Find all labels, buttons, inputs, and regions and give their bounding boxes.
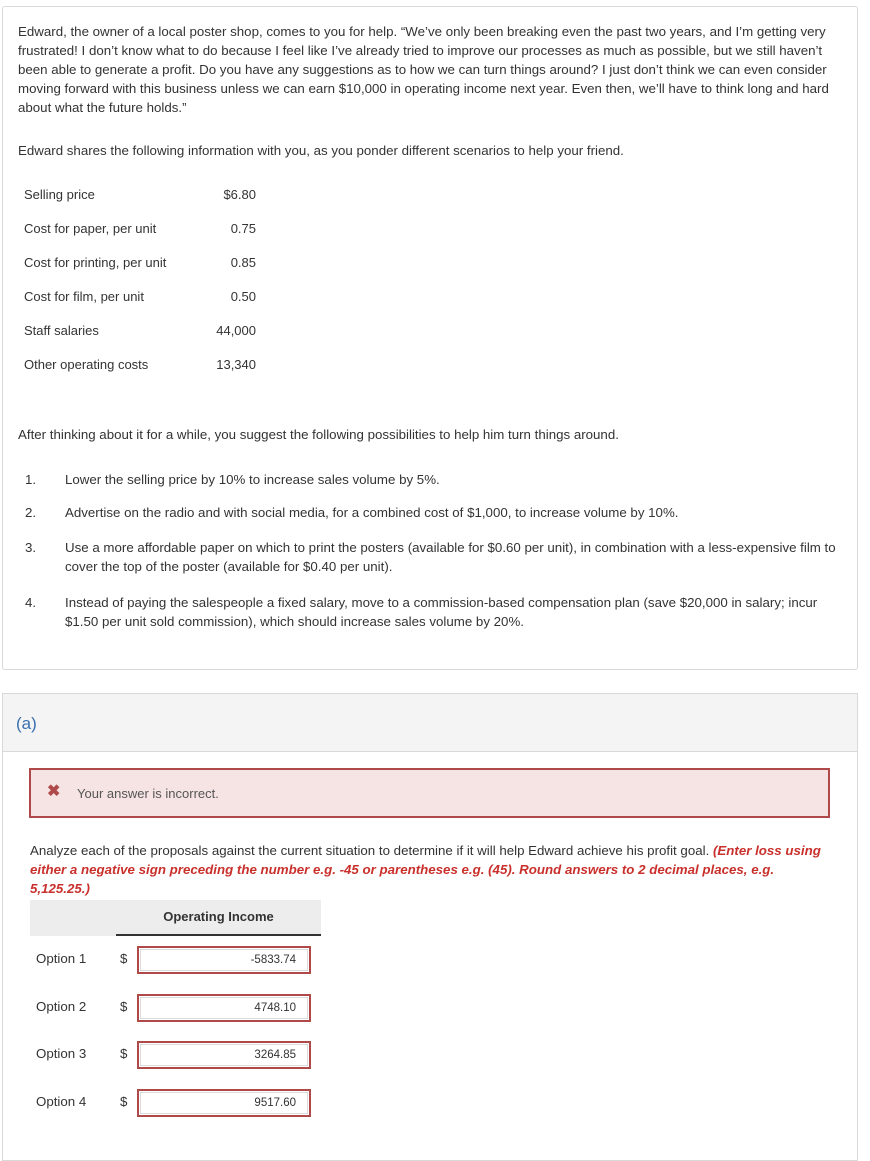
problem-panel xyxy=(2,6,858,670)
cost-label: Cost for film, per unit xyxy=(24,289,144,304)
suggestion-text: Lower the selling price by 10% to increase sales volume by 5%. xyxy=(65,472,440,487)
cost-label: Staff salaries xyxy=(24,323,99,338)
cost-value: 0.75 xyxy=(230,221,256,236)
suggestion-number: 2. xyxy=(25,505,37,520)
shares-paragraph: Edward shares the following information with you, as you ponder different scenarios to help your friend. xyxy=(18,143,624,158)
after-paragraph: After thinking about it for a while, you suggest the following possibilities to help him turn things around. xyxy=(18,427,619,442)
cost-row xyxy=(24,357,264,391)
option-row xyxy=(36,994,336,1022)
cost-value: $6.80 xyxy=(223,187,256,202)
option-label: Option 3 xyxy=(36,1046,87,1061)
option-label: Option 1 xyxy=(36,951,87,966)
suggestion-text: Instead of paying the salespeople a fixed salary, move to a commission-based compensation plan (save $20,000 in salary; incur $1.50 per unit sold commission), which should increase sales volume by 20%. xyxy=(65,595,818,629)
answer-table-header xyxy=(30,900,321,936)
option-row xyxy=(36,1089,336,1117)
cost-value: 13,340 xyxy=(216,357,256,372)
suggestion-text: Advertise on the radio and with social media, for a combined cost of $1,000, to increase volume by 10%. xyxy=(65,505,679,520)
instructions xyxy=(30,841,830,898)
currency-symbol: $ xyxy=(120,1094,128,1109)
cost-label: Other operating costs xyxy=(24,357,149,372)
currency-symbol: $ xyxy=(120,1046,128,1061)
cost-value: 0.50 xyxy=(230,289,256,304)
cost-row xyxy=(24,255,264,289)
option-1-input[interactable] xyxy=(137,946,311,974)
currency-symbol: $ xyxy=(120,999,128,1014)
cost-label: Cost for paper, per unit xyxy=(24,221,157,236)
cost-value: 0.85 xyxy=(230,255,256,270)
cost-row xyxy=(24,323,264,357)
option-label: Option 4 xyxy=(36,1094,87,1109)
column-header: Operating Income xyxy=(116,900,321,936)
header-spacer xyxy=(30,900,116,936)
suggestion-number: 3. xyxy=(25,540,37,555)
part-header xyxy=(2,693,858,751)
close-x-icon: ✖ xyxy=(47,783,61,800)
suggestion-text: Use a more affordable paper on which to print the posters (available for $0.60 per unit), in combination with a less-expensive film to cover the top of the poster (available for $0.40 per unit). xyxy=(65,540,836,574)
option-4-input[interactable] xyxy=(137,1089,311,1117)
error-message: Your answer is incorrect. xyxy=(77,786,219,801)
cost-table xyxy=(24,187,264,391)
cost-row xyxy=(24,187,264,221)
cost-label: Selling price xyxy=(24,187,95,202)
suggestion-number: 1. xyxy=(25,472,37,487)
part-label: (a) xyxy=(16,714,37,733)
option-label: Option 2 xyxy=(36,999,87,1014)
instructions-text: Analyze each of the proposals against the current situation to determine if it will help Edward achieve his profit goal. xyxy=(30,843,710,858)
intro-paragraph: Edward, the owner of a local poster shop, comes to you for help. “We’ve only been breaking even the past two years, and I’m getting very frustrated! I don’t know what to do because I feel like I’ve already tried to improve our processes as much as possible, but we still haven’t been able to generate a profit. Do you have any suggestions as to how we can turn things around? I just don’t think we can even consider moving forward with this business unless we can earn $10,000 in operating income next year. Even then, we’ll have to think long and hard about what the future holds.” xyxy=(18,24,829,115)
cost-label: Cost for printing, per unit xyxy=(24,255,167,270)
suggestion-number: 4. xyxy=(25,595,37,610)
instructions-hint: (Enter loss using either a negative sign preceding the number e.g. -45 or parentheses e.g. (45). Round answers to 2 decimal places, e.g. 5,125.25.) xyxy=(30,843,821,896)
option-2-input[interactable] xyxy=(137,994,311,1022)
option-3-input[interactable] xyxy=(137,1041,311,1069)
cost-row xyxy=(24,221,264,255)
cost-row xyxy=(24,289,264,323)
currency-symbol: $ xyxy=(120,951,128,966)
option-row xyxy=(36,946,336,974)
cost-value: 44,000 xyxy=(216,323,256,338)
error-banner xyxy=(29,768,830,818)
option-row xyxy=(36,1041,336,1069)
